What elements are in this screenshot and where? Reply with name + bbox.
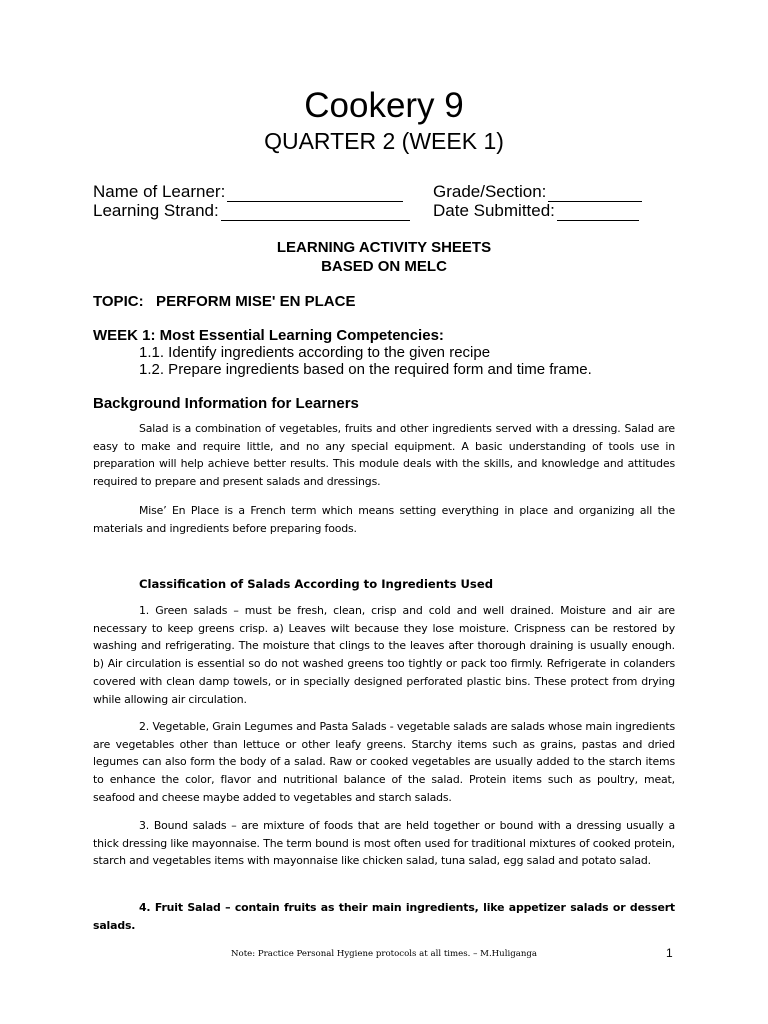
page-title: Cookery 9 bbox=[304, 86, 464, 125]
sheet-heading-line2: BASED ON MELC bbox=[321, 258, 447, 275]
page-number: 1 bbox=[666, 946, 673, 960]
learning-strand-label: Learning Strand: bbox=[93, 201, 219, 220]
learning-strand-field bbox=[93, 201, 410, 221]
background-paragraph: Salad is a combination of vegetables, fruits and other ingredients served with a dressing. Salad are easy to make and require little, and no any special equipment. A basic understanding of tools use in preparation will help achieve better results. This module deals with the skills, and knowledge and attitudes required to prepare and present salads and dressings. bbox=[93, 422, 675, 489]
grade-section-blank[interactable] bbox=[548, 185, 642, 202]
name-of-learner-blank[interactable] bbox=[227, 185, 403, 202]
competency-item: 1.1. Identify ingredients according to the given recipe bbox=[139, 344, 491, 361]
date-submitted-field bbox=[433, 201, 639, 221]
classification-item-vegetable: 2. Vegetable, Grain Legumes and Pasta Salads - vegetable salads are salads whose main ingredients are vegetables other than lettuce or other leafy greens. Starchy items such as grains, pastas and dried legumes can also form the body of a salad. Raw or cooked vegetables are usually added to the starch items to enhance the color, flavor and nutritional balance of the salad. Protein items such as poultry, meat, seafood and cheese maybe added to vegetables and starch salads. bbox=[93, 720, 675, 804]
grade-section-field bbox=[433, 182, 642, 202]
learning-strand-blank[interactable] bbox=[221, 204, 410, 221]
footer-note: Note: Practice Personal Hygiene protocols at all times. – M.Huliganga bbox=[231, 949, 537, 959]
background-heading: Background Information for Learners bbox=[93, 395, 359, 412]
classification-item-bound: 3. Bound salads – are mixture of foods that are held together or bound with a dressing usually a thick dressing like mayonnaise. The term bound is most often used for traditional mixtures of cooked protein, starch and vegetables items with mayonnaise like chicken salad, tuna salad, egg salad and potato salad. bbox=[93, 819, 675, 868]
date-submitted-blank[interactable] bbox=[557, 204, 639, 221]
competencies-heading: WEEK 1: Most Essential Learning Competencies: bbox=[93, 327, 444, 344]
classification-item-fruit: 4. Fruit Salad – contain fruits as their main ingredients, like appetizer salads or dessert salads. bbox=[93, 901, 675, 932]
name-of-learner-field bbox=[93, 182, 403, 202]
date-submitted-label: Date Submitted: bbox=[433, 201, 555, 220]
grade-section-label: Grade/Section: bbox=[433, 182, 547, 201]
classification-heading: Classification of Salads According to Ingredients Used bbox=[139, 577, 493, 591]
competency-item: 1.2. Prepare ingredients based on the required form and time frame. bbox=[139, 361, 592, 378]
page-subtitle: QUARTER 2 (WEEK 1) bbox=[264, 128, 504, 154]
name-of-learner-label: Name of Learner: bbox=[93, 182, 226, 201]
classification-item-green: 1. Green salads – must be fresh, clean, crisp and cold and well drained. Moisture and air are necessary to keep greens crisp. a) Leaves wilt because they lose moisture. Crispness can be restored by washing and refrigerating. The moisture that clings to the leaves after thorough draining is usually enough. b) Air circulation is essential so do not washed greens too tightly or pack too firmly. Refrigerate in colanders covered with clean damp towels, or in specially designed perforated plastic bins. These protect from drying while allowing air circulation. bbox=[93, 604, 675, 706]
sheet-heading-line1: LEARNING ACTIVITY SHEETS bbox=[276, 239, 492, 256]
topic-heading: TOPIC: PERFORM MISE' EN PLACE bbox=[93, 293, 356, 310]
background-paragraph: Mise’ En Place is a French term which means setting everything in place and organizing all the materials and ingredients before preparing foods. bbox=[93, 504, 675, 535]
